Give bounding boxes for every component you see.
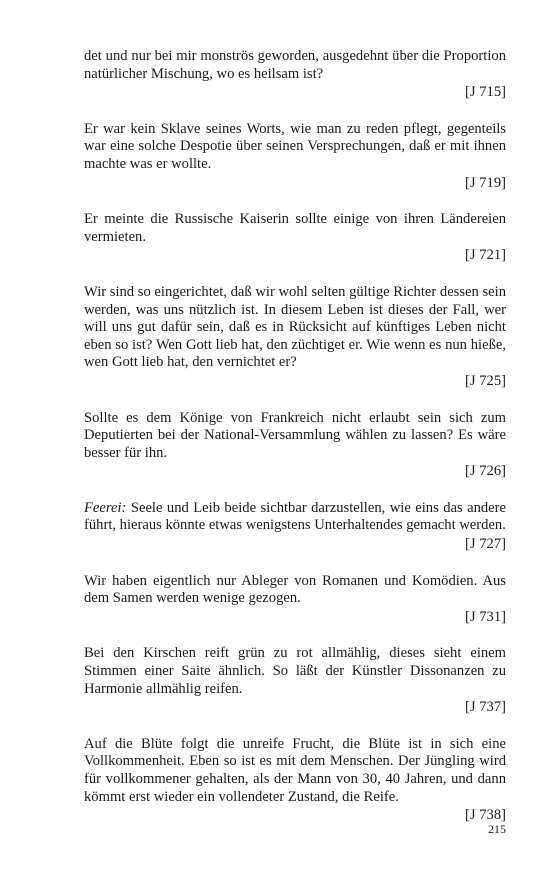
aphorism-reference: [J 737] [465, 699, 506, 716]
aphorism-body: Wir haben eigentlich nur Ableger von Romanen und Komödien. Aus dem Samen werden wenige gezogen. [84, 572, 506, 607]
aphorism-entry [84, 284, 506, 391]
aphorism-reference: [J 738] [465, 807, 506, 824]
aphorism-text [84, 645, 506, 698]
aphorism-entry [84, 573, 506, 627]
page-body [84, 48, 506, 844]
aphorism-body: Seele und Leib beide sichtbar darzustellen, wie eins das andere führt, hieraus könnte etwas wenigstens Unterhaltendes gemacht werden. [84, 499, 506, 534]
aphorism-body: Sollte es dem Könige von Frankreich nicht erlaubt sein sich zum Deputierten bei der National-Versammlung wählen zu lassen? Es wäre besser für ihn. [84, 409, 506, 461]
aphorism-body: Bei den Kirschen reift grün zu rot allmählig, dieses sieht einem Stimmen einer Saite ähnlich. So läßt der Künstler Dissonanzen zu Harmonie allmählig reifen. [84, 645, 506, 697]
aphorism-text [84, 284, 506, 372]
aphorism-body: Wir sind so eingerichtet, daß wir wohl selten gültige Richter dessen sein werden, was uns nützlich ist. In diesem Leben ist dieses der Fall, wer will uns gut dafür sein, daß es in Rücksicht auf künftiges Leben nicht eben so ist? Wen Gott lieb hat, den züchtiget er. Wie wenn es nun hieße, wen Gott lieb hat, den vernichtet er? [84, 283, 506, 371]
aphorism-reference: [J 721] [465, 247, 506, 264]
aphorism-reference: [J 731] [465, 608, 506, 625]
aphorism-text [84, 573, 506, 608]
aphorism-entry [84, 211, 506, 265]
aphorism-text [84, 211, 506, 246]
aphorism-body: Er meinte die Russische Kaiserin sollte einige von ihren Ländereien vermieten. [84, 211, 506, 245]
page-number: 215 [488, 822, 506, 836]
aphorism-reference: [J 727] [465, 536, 506, 553]
aphorism-text [84, 121, 506, 174]
aphorism-text [84, 410, 506, 463]
aphorism-entry [84, 410, 506, 481]
aphorism-text [84, 500, 506, 535]
aphorism-body: Er war kein Sklave seines Worts, wie man zu reden pflegt, gegenteils war eine solche Despotie über seinen Versprechungen, daß er mit ihnen machte was er wollte. [84, 120, 506, 172]
aphorism-body: det und nur bei mir monströs geworden, ausgedehnt über die Proportion natürlicher Mischung, wo es heilsam ist? [84, 48, 506, 82]
aphorism-text [84, 48, 506, 83]
aphorism-body: Auf die Blüte folgt die unreife Frucht, die Blüte ist in sich eine Vollkommenheit. Eben so ist es mit dem Menschen. Der Jüngling wird für vollkommener gehalten, als der Mann von 30, 40 Jahren, und dann kömmt erst wieder ein vollendeter Zustand, die Reife. [84, 735, 506, 805]
aphorism-reference: [J 725] [465, 372, 506, 389]
aphorism-entry [84, 121, 506, 192]
aphorism-entry [84, 736, 506, 825]
aphorism-text [84, 736, 506, 806]
aphorism-lead: Feerei: [84, 499, 127, 516]
aphorism-entry [84, 645, 506, 716]
aphorism-entry [84, 48, 506, 102]
aphorism-reference: [J 715] [465, 84, 506, 101]
aphorism-entry [84, 500, 506, 554]
aphorism-reference: [J 726] [465, 463, 506, 480]
aphorism-reference: [J 719] [465, 174, 506, 191]
